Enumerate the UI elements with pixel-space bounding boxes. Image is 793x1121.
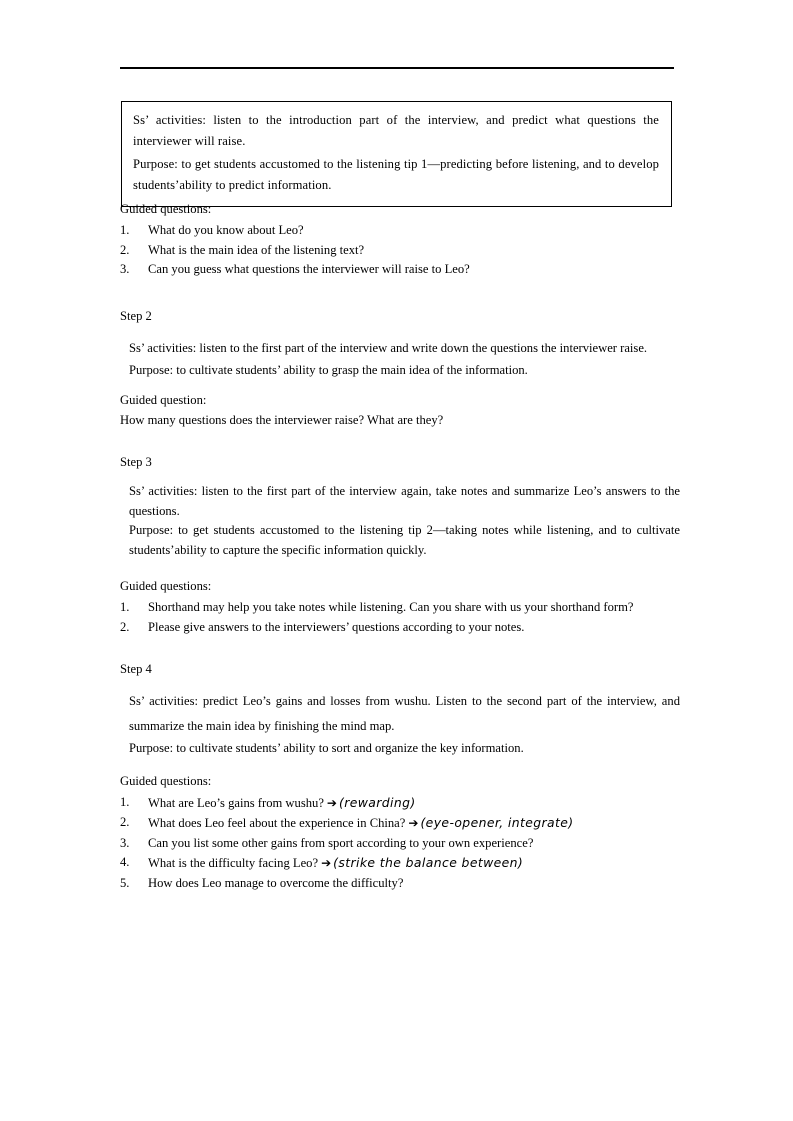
list-item-number: 2. bbox=[120, 242, 130, 257]
step2-activities: Ss’ activities: listen to the first part of the interview and write down the questions the interviewer raise. bbox=[129, 340, 648, 355]
list-item bbox=[120, 813, 680, 834]
list-item bbox=[120, 834, 680, 854]
list-item-text: What is the difficulty facing Leo? bbox=[148, 856, 319, 870]
header-divider-rule bbox=[120, 67, 674, 69]
list-item-number: 2. bbox=[120, 815, 130, 829]
arrow-right-icon: ➔ bbox=[326, 795, 337, 810]
handwritten-annotation: (rewarding) bbox=[338, 794, 416, 810]
step2-guided-question-label: Guided question: bbox=[120, 393, 207, 407]
step4-heading: Step 4 bbox=[120, 662, 152, 676]
step4-questions-list bbox=[120, 793, 680, 894]
step3-heading: Step 3 bbox=[120, 455, 152, 469]
step3-body bbox=[120, 482, 680, 560]
list-item bbox=[120, 793, 680, 814]
activity-callout-box bbox=[121, 101, 672, 207]
step3-questions-list bbox=[120, 598, 680, 637]
step3-guided-questions-label: Guided questions: bbox=[120, 579, 212, 593]
handwritten-annotation: (eye-opener, integrate) bbox=[420, 815, 574, 830]
list-item-text: What does Leo feel about the experience in China? bbox=[148, 816, 406, 830]
step1-guided-questions-label: Guided questions: bbox=[120, 202, 212, 216]
list-item bbox=[120, 598, 680, 618]
list-item-number: 5. bbox=[120, 875, 130, 890]
list-item-number: 2. bbox=[120, 619, 130, 634]
list-item bbox=[120, 853, 680, 874]
list-item-number: 3. bbox=[120, 262, 130, 276]
list-item-number: 3. bbox=[120, 835, 130, 850]
list-item-number: 1. bbox=[120, 794, 130, 809]
list-item bbox=[120, 618, 680, 638]
callout-line-purpose: Purpose: to get students accustomed to the listening tip 1—predicting before listening, and to develop students’ability to predict information. bbox=[133, 157, 659, 192]
list-item-number: 1. bbox=[120, 223, 130, 237]
list-item-text: Please give answers to the interviewers’ questions according to your notes. bbox=[148, 619, 525, 634]
arrow-right-icon: ➔ bbox=[321, 856, 332, 870]
step2-body bbox=[120, 336, 680, 381]
step2-heading: Step 2 bbox=[120, 308, 152, 323]
handwritten-annotation: (strike the balance between) bbox=[333, 855, 524, 870]
list-item-text: What is the main idea of the listening text? bbox=[148, 242, 365, 257]
step4-activities: Ss’ activities: predict Leo’s gains and losses from wushu. Listen to the second part of the interview, and summarize the main idea by finishing the mind map. bbox=[129, 694, 680, 733]
step2-question: How many questions does the interviewer raise? What are they? bbox=[120, 413, 444, 427]
step4-purpose: Purpose: to cultivate students’ ability to sort and organize the key information. bbox=[129, 741, 524, 755]
step4-guided-questions-label: Guided questions: bbox=[120, 773, 212, 788]
list-item bbox=[120, 221, 680, 241]
step3-purpose: Purpose: to get students accustomed to the listening tip 2—taking notes while listening, and to cultivate students’ability to capture the specific information quickly. bbox=[129, 523, 680, 557]
list-item bbox=[120, 260, 680, 280]
list-item-number: 4. bbox=[120, 855, 130, 869]
list-item-number: 1. bbox=[120, 600, 130, 614]
list-item-text: What do you know about Leo? bbox=[148, 223, 304, 237]
list-item-text: Can you list some other gains from sport according to your own experience? bbox=[148, 835, 534, 850]
list-item-text: How does Leo manage to overcome the difficulty? bbox=[148, 875, 404, 890]
document-body bbox=[120, 199, 680, 893]
step3-activities: Ss’ activities: listen to the first part of the interview again, take notes and summarize Leo’s answers to the questions. bbox=[129, 484, 680, 518]
step4-body bbox=[120, 689, 680, 759]
list-item bbox=[120, 241, 680, 261]
arrow-right-icon: ➔ bbox=[408, 816, 419, 830]
callout-line-activities: Ss’ activities: listen to the introduction part of the interview, and predict what questions the interviewer will raise. bbox=[133, 113, 659, 148]
list-item bbox=[120, 874, 680, 894]
list-item-text: What are Leo’s gains from wushu? bbox=[148, 795, 324, 810]
list-item-text: Shorthand may help you take notes while listening. Can you share with us your shorthand form? bbox=[148, 600, 634, 614]
list-item-text: Can you guess what questions the interviewer will raise to Leo? bbox=[148, 262, 470, 276]
step2-purpose: Purpose: to cultivate students’ ability to grasp the main idea of the information. bbox=[129, 362, 528, 377]
step1-questions-list bbox=[120, 221, 680, 280]
